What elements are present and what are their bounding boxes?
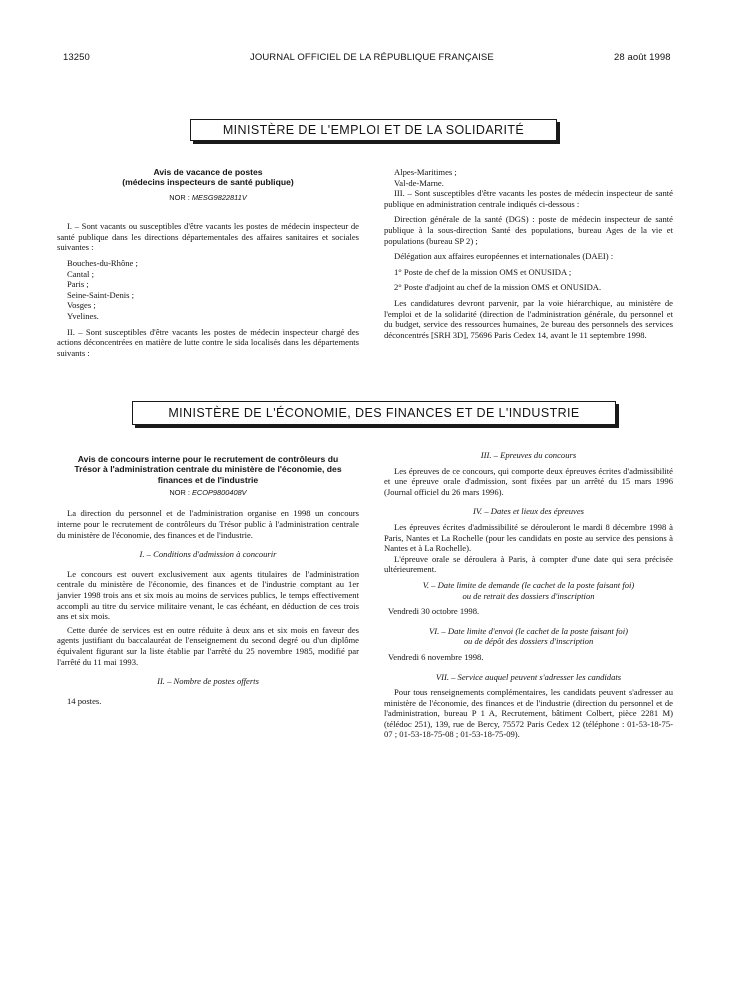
list-item: Vosges ; bbox=[67, 300, 96, 311]
paragraph: Les épreuves de ce concours, qui comporte deux épreuves écrites d'admissibilité et une épreuve orale d'admission, sont fixées par un arrêté du 15 mars 1996 (Journal officiel du 26 mars 1996). bbox=[384, 465, 673, 497]
paragraph: Les candidatures devront parvenir, par la voie hiérarchique, au ministère de l'emploi et de la solidarité (direction de l'administration générale, du personnel et du budget, service des ressources humaines, 2e bureau des personnels des services déconcentrés [SRH 3D], 75696 Paris Cedex 14, avant le 11 septembre 1998. bbox=[384, 297, 673, 340]
paragraph: III. – Sont susceptibles d'être vacants les postes de médecin inspecteur de santé publique en administration centrale indiqués ci-dessous : bbox=[384, 188, 673, 209]
section-heading: ou de dépôt des dossiers d'inscription bbox=[463, 636, 594, 647]
list-item: Seine-Saint-Denis ; bbox=[67, 289, 135, 300]
list-item: Alpes-Maritimes ; bbox=[394, 167, 457, 177]
issue-date: 28 août 1998 bbox=[614, 52, 671, 63]
ministry-heading-economie: MINISTÈRE DE L'ÉCONOMIE, DES FINANCES ET DE L'INDUSTRIE bbox=[132, 401, 616, 425]
paragraph: 14 postes. bbox=[67, 695, 102, 706]
section-heading: VI. – Date limite d'envoi (le cachet de la poste faisant foi) bbox=[429, 625, 628, 636]
section-heading: ou de retrait des dossiers d'inscription bbox=[462, 590, 595, 601]
paragraph: II. – Sont susceptibles d'être vacants les postes de médecin inspecteur chargé des actions déconcentrées en matière de lutte contre le sida localisés dans les départements suivants : bbox=[57, 326, 359, 358]
section-heading: I. – Conditions d'admission à concourir bbox=[139, 549, 277, 560]
notice-title: Avis de concours interne pour le recrutement de contrôleurs du Trésor à l'administration centrale du ministère de l'économie, des finances et de l'industrie bbox=[74, 454, 342, 485]
list-item: 2° Poste d'adjoint au chef de la mission OMS et ONUSIDA. bbox=[394, 282, 602, 293]
nor-label: NOR : bbox=[169, 487, 190, 497]
section-heading: V. – Date limite de demande (le cachet de la poste faisant foi) bbox=[422, 579, 635, 590]
notice-concours-left-column bbox=[57, 454, 359, 706]
list-item: Bouches-du-Rhône ; bbox=[67, 257, 138, 268]
section-heading: II. – Nombre de postes offerts bbox=[157, 676, 259, 687]
paragraph: I. – Sont vacants ou susceptibles d'être vacants les postes de médecin inspecteur de santé publique dans les directions départementales des affaires sanitaires et sociales suivantes : bbox=[57, 221, 359, 253]
notice-title: Avis de vacance de postes bbox=[153, 167, 263, 177]
paragraph: L'épreuve orale se déroulera à Paris, à compter d'une date qui sera précisée ultérieurement. bbox=[384, 553, 673, 575]
list-item: Val-de-Marne. bbox=[394, 177, 444, 188]
list-item: Paris ; bbox=[67, 279, 89, 290]
list-item: Cantal ; bbox=[67, 268, 94, 279]
nor-label: NOR : bbox=[169, 192, 190, 202]
ministry-heading-emploi: MINISTÈRE DE L'EMPLOI ET DE LA SOLIDARITÉ bbox=[190, 119, 557, 141]
journal-title: JOURNAL OFFICIEL DE LA RÉPUBLIQUE FRANÇAISE bbox=[250, 52, 494, 63]
nor-reference bbox=[57, 193, 359, 204]
paragraph: Le concours est ouvert exclusivement aux agents titulaires de l'administration centrale du ministère de l'économie, des finances et de l'industrie comptant au 1er janvier 1998 trois ans et six mois au moins de services publics, le temps effectivement accompli au titre du service militaire venant, le cas échéant, en déduction de ces trois ans et six mois. bbox=[57, 568, 359, 622]
list-item: 1° Poste de chef de la mission OMS et ONUSIDA ; bbox=[394, 266, 572, 277]
notice-concours-right-column bbox=[384, 450, 673, 740]
paragraph: Les épreuves écrites d'admissibilité se dérouleront le mardi 8 décembre 1998 à Paris, Nantes et La Rochelle (pour les candidats en poste au service des pensions à Nantes et à La Rochelle). bbox=[384, 521, 673, 554]
paragraph: La direction du personnel et de l'administration organise en 1998 un concours interne pour le recrutement de contrôleurs du Trésor public à l'administration centrale du ministère de l'économie, des finances et de l'industrie. bbox=[57, 508, 359, 540]
paragraph: Direction générale de la santé (DGS) : poste de médecin inspecteur de santé publique à la sous-direction Santé des populations, bureau Ages de la vie et populations (bureau SP 2) ; bbox=[384, 214, 673, 246]
list-item: Yvelines. bbox=[67, 310, 99, 321]
nor-code: MESG9822811V bbox=[191, 192, 247, 202]
notice-vacancy-right-column bbox=[384, 167, 673, 340]
notice-vacancy-left-column bbox=[57, 167, 359, 358]
paragraph: Pour tous renseignements complémentaires, les candidats peuvent s'adresser au ministère de l'économie, des finances et de l'industrie (direction du personnel et de l'administration, bureau P 1 A, Recrutement, bâtiment Colbert, pièce 2281 M) (télédoc 251), 139, rue de Bercy, 75572 Paris Cedex 12 (téléphone : 01-53-18-75-07 ; 01-53-18-75-08 ; 01-53-18-75-09). bbox=[384, 687, 673, 740]
paragraph: Délégation aux affaires européennes et internationales (DAEI) : bbox=[394, 251, 614, 262]
section-heading: VII. – Service auquel peuvent s'adresser les candidats bbox=[435, 671, 622, 682]
section-heading: IV. – Dates et lieux des épreuves bbox=[473, 506, 584, 517]
nor-code: ECOP9800408V bbox=[191, 487, 247, 497]
nor-reference bbox=[57, 488, 359, 499]
notice-subtitle: (médecins inspecteurs de santé publique) bbox=[122, 177, 294, 188]
deadline-date: Vendredi 30 octobre 1998. bbox=[388, 606, 480, 617]
deadline-date: Vendredi 6 novembre 1998. bbox=[388, 651, 484, 662]
paragraph: Cette durée de services est en outre réduite à deux ans et six mois en faveur des agents justifiant du baccalauréat de l'enseignement du second degré ou d'un diplôme équivalent figurant sur la liste établie par l'arrêté du 25 novembre 1985, modifié par l'arrêté du 11 mai 1993. bbox=[57, 624, 359, 667]
section-heading: III. – Epreuves du concours bbox=[480, 450, 577, 460]
page-number: 13250 bbox=[63, 52, 90, 63]
